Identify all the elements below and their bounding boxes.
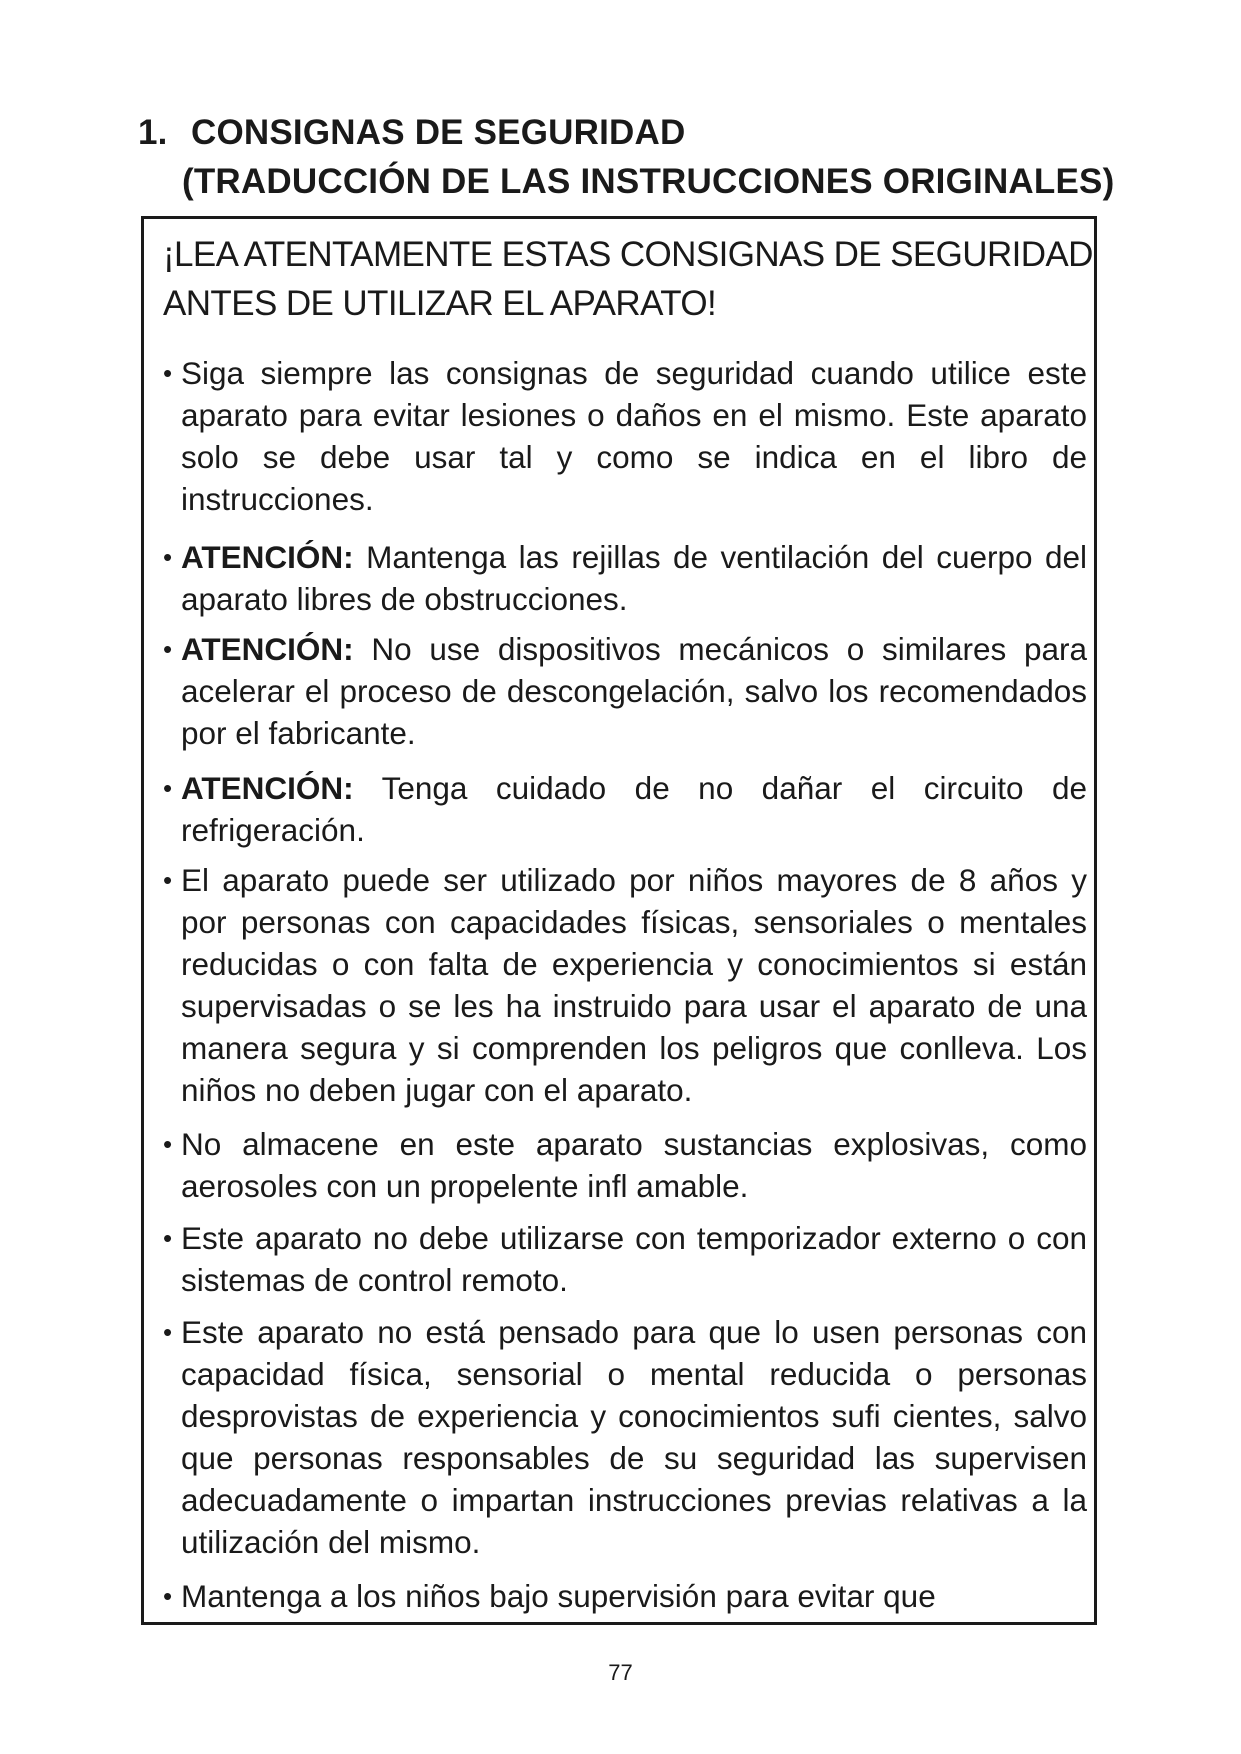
item-text: No almacene en este aparato sustancias explosivas, como aerosoles con un propelente infl amable.: [181, 1126, 1087, 1204]
list-item: [163, 1217, 1087, 1301]
item-text: No use dispositivos mecánicos o similares para acelerar el proceso de descongelación, salvo los recomendados por el fabricante.: [181, 631, 1087, 751]
bullet: •: [163, 634, 173, 664]
list-item: [163, 1311, 1087, 1563]
bullet: •: [163, 542, 173, 572]
list-item: [163, 628, 1087, 754]
bullet: •: [163, 358, 173, 388]
list-item: [163, 352, 1087, 520]
item-label: ATENCIÓN:: [181, 539, 354, 575]
page-number: 77: [608, 1660, 633, 1685]
bullet: •: [163, 773, 173, 803]
item-text: Siga siempre las consignas de seguridad cuando utilice este aparato para evitar lesiones o daños en el mismo. Este aparato solo se debe usar tal y como se indica en el libro de instrucciones.: [181, 355, 1087, 517]
list-item: [163, 536, 1087, 620]
list-item: [163, 1123, 1087, 1207]
bullet: •: [163, 1129, 173, 1159]
item-text: Tenga cuidado de no dañar el circuito de refrigeración.: [181, 770, 1087, 848]
bullet: •: [163, 1317, 173, 1347]
section-subtitle: (TRADUCCIÓN DE LAS INSTRUCCIONES ORIGINALES): [182, 162, 1115, 201]
item-text: El aparato puede ser utilizado por niños mayores de 8 años y por personas con capacidades físicas, sensoriales o mentales reducidas o con falta de experiencia y conocimientos si están supervisadas o se les ha instruido para usar el aparato de una manera segura y si comprenden los peligros que conlleva. Los niños no deben jugar con el aparato.: [181, 862, 1087, 1108]
list-item: [163, 859, 1087, 1111]
bullet: •: [163, 865, 173, 895]
list-item: [163, 1575, 1087, 1617]
item-text: Mantenga a los niños bajo supervisión para evitar que: [181, 1578, 936, 1614]
notice-intro: ¡LEA ATENTAMENTE ESTAS CONSIGNAS DE SEGURIDAD ANTES DE UTILIZAR EL APARATO!: [163, 235, 1093, 323]
section-heading: [138, 108, 1138, 206]
section-number: 1.: [138, 113, 168, 152]
bullet: •: [163, 1581, 173, 1611]
bullet: •: [163, 1223, 173, 1253]
section-title: CONSIGNAS DE SEGURIDAD: [191, 113, 686, 152]
item-text: Este aparato no debe utilizarse con temporizador externo o con sistemas de control remoto.: [181, 1220, 1087, 1298]
item-label: ATENCIÓN:: [181, 631, 354, 667]
list-item: [163, 767, 1087, 851]
item-label: ATENCIÓN:: [181, 770, 354, 806]
item-text: Mantenga las rejillas de ventilación del cuerpo del aparato libres de obstrucciones.: [181, 539, 1087, 617]
item-text: Este aparato no está pensado para que lo usen personas con capacidad física, sensorial o mental reducida o personas desprovistas de experiencia y conocimientos sufi cientes, salvo que personas responsables de su seguridad las supervisen adecuadamente o impartan instrucciones previas relativas a la utilización del mismo.: [181, 1314, 1087, 1560]
